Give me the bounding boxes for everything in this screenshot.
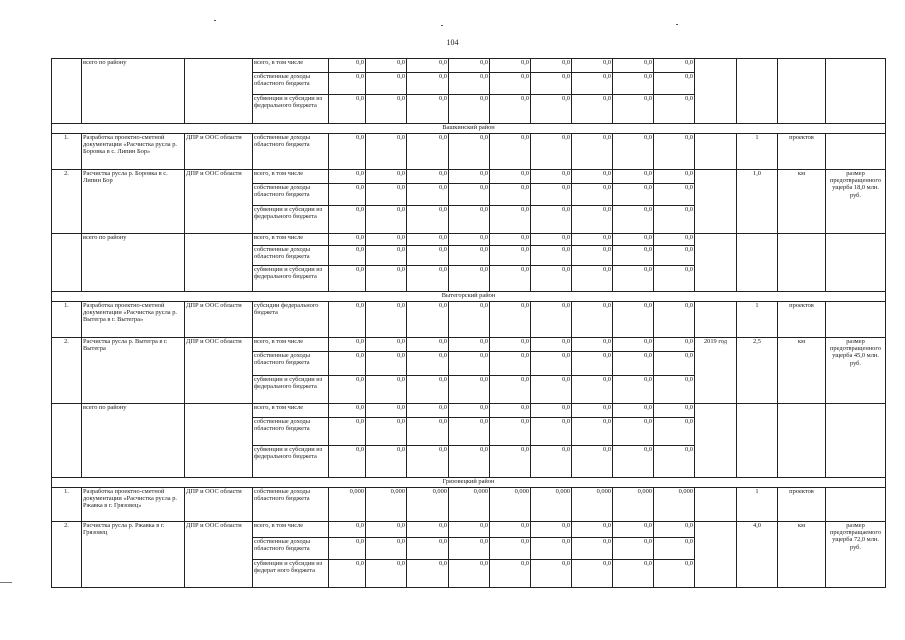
value-cell: 0,0 [654, 184, 695, 206]
value-cell: 0,0 [531, 376, 572, 404]
value-cell: 0,0 [449, 246, 490, 266]
period-cell [695, 170, 737, 234]
value-cell: 0,0 [531, 404, 572, 418]
value-cell: 0,0 [329, 446, 366, 478]
value-cell: 0,0 [613, 538, 654, 560]
value-cell: 0,0 [366, 73, 407, 95]
quantity-cell [737, 59, 778, 124]
organization-cell: ДПР и ООС области [185, 134, 253, 170]
index-cell [52, 59, 82, 124]
value-cell: 0,0 [572, 560, 613, 588]
value-cell: 0,0 [531, 338, 572, 352]
effect-cell [826, 134, 886, 170]
unit-cell [778, 404, 826, 478]
value-cell: 0,0 [490, 234, 531, 246]
value-cell: 0,0 [654, 134, 695, 170]
effect-cell: размер предотвращенного ущерба 18,0 млн. руб. [826, 170, 886, 234]
value-cell: 0,0 [407, 538, 449, 560]
scan-speck [214, 20, 216, 21]
quantity-cell: 1,0 [737, 170, 778, 234]
period-cell: 2019 год [695, 338, 737, 404]
value-cell: 0,0 [490, 95, 531, 124]
index-cell [52, 234, 82, 292]
value-cell: 0,0 [531, 206, 572, 234]
effect-cell [826, 59, 886, 124]
value-cell: 0,0 [366, 352, 407, 376]
value-cell: 0,0 [613, 418, 654, 446]
value-cell: 0,0 [329, 59, 366, 73]
budget-table [51, 58, 886, 588]
table-row [52, 170, 886, 184]
value-cell: 0,0 [613, 560, 654, 588]
value-cell: 0,000 [329, 488, 366, 522]
period-cell [695, 134, 737, 170]
value-cell: 0,0 [572, 134, 613, 170]
funding-source-cell: собственные доходы областного бюджета [253, 134, 329, 170]
unit-cell: км [778, 522, 826, 588]
value-cell: 0,0 [654, 266, 695, 292]
value-cell: 0,0 [613, 170, 654, 184]
value-cell: 0,0 [572, 352, 613, 376]
effect-cell: размер предотвращаемого ущерба 72,0 млн. руб. [826, 522, 886, 588]
value-cell: 0,0 [407, 234, 449, 246]
organization-cell [185, 234, 253, 292]
funding-source-cell: субвенции и субсидии из федерат ного бюджета [253, 560, 329, 588]
funding-source-cell: собственные доходы областного бюджета [253, 73, 329, 95]
value-cell: 0,0 [449, 538, 490, 560]
value-cell: 0,000 [490, 488, 531, 522]
quantity-cell: 1 [737, 302, 778, 338]
value-cell: 0,0 [613, 246, 654, 266]
value-cell: 0,0 [613, 404, 654, 418]
value-cell: 0,0 [407, 246, 449, 266]
value-cell: 0,0 [572, 206, 613, 234]
value-cell: 0,0 [366, 446, 407, 478]
value-cell: 0,0 [490, 302, 531, 338]
value-cell: 0,0 [407, 338, 449, 352]
value-cell: 0,0 [407, 302, 449, 338]
value-cell: 0,0 [572, 418, 613, 446]
organization-cell: ДПР и ООС области [185, 170, 253, 234]
organization-cell: ДПР и ООС области [185, 522, 253, 588]
value-cell: 0,0 [449, 352, 490, 376]
value-cell: 0,0 [572, 95, 613, 124]
value-cell: 0,0 [531, 352, 572, 376]
value-cell: 0,0 [329, 560, 366, 588]
value-cell: 0,0 [449, 73, 490, 95]
table-row [52, 522, 886, 538]
district-title: Вашкинский район [52, 124, 886, 134]
value-cell: 0,0 [613, 376, 654, 404]
table-row [52, 338, 886, 352]
value-cell: 0,0 [490, 206, 531, 234]
funding-source-cell: всего, в том числе [253, 338, 329, 352]
value-cell: 0,0 [613, 266, 654, 292]
value-cell: 0,0 [613, 338, 654, 352]
period-cell [695, 404, 737, 478]
value-cell: 0,0 [407, 73, 449, 95]
value-cell: 0,0 [329, 266, 366, 292]
value-cell: 0,0 [329, 376, 366, 404]
table-row [52, 488, 886, 522]
funding-source-cell: собственные доходы областного бюджета [253, 184, 329, 206]
value-cell: 0,0 [613, 234, 654, 246]
value-cell: 0,0 [654, 404, 695, 418]
value-cell: 0,0 [613, 184, 654, 206]
funding-source-cell: собственные доходы областного бюджета [253, 246, 329, 266]
table-row [52, 404, 886, 418]
value-cell: 0,0 [366, 266, 407, 292]
value-cell: 0,0 [449, 404, 490, 418]
district-title: Вытегорский район [52, 292, 886, 302]
funding-source-cell: всего, в том числе [253, 170, 329, 184]
value-cell: 0,0 [490, 246, 531, 266]
value-cell: 0,0 [654, 338, 695, 352]
value-cell: 0,0 [366, 376, 407, 404]
value-cell: 0,0 [613, 302, 654, 338]
funding-source-cell: субвенции и субсидии из федерального бюджета [253, 266, 329, 292]
value-cell: 0,0 [572, 170, 613, 184]
effect-cell [826, 488, 886, 522]
value-cell: 0,0 [329, 206, 366, 234]
value-cell: 0,0 [449, 522, 490, 538]
funding-source-cell: всего, в том числе [253, 404, 329, 418]
value-cell: 0,0 [329, 73, 366, 95]
value-cell: 0,0 [366, 538, 407, 560]
period-cell [695, 234, 737, 292]
value-cell: 0,0 [490, 59, 531, 73]
value-cell: 0,0 [449, 234, 490, 246]
value-cell: 0,0 [449, 266, 490, 292]
value-cell: 0,0 [654, 234, 695, 246]
value-cell: 0,0 [531, 538, 572, 560]
value-cell: 0,0 [366, 522, 407, 538]
value-cell: 0,0 [329, 134, 366, 170]
value-cell: 0,0 [407, 206, 449, 234]
value-cell: 0,0 [366, 338, 407, 352]
value-cell: 0,0 [490, 404, 531, 418]
district-header-row [52, 478, 886, 488]
value-cell: 0,0 [329, 352, 366, 376]
value-cell: 0,0 [407, 59, 449, 73]
project-name-cell: Расчистка русла р. Боровка в с. Липин Бор [82, 170, 185, 234]
organization-cell [185, 404, 253, 478]
value-cell: 0,000 [531, 488, 572, 522]
organization-cell: ДПР и ООС области [185, 488, 253, 522]
index-cell [52, 404, 82, 478]
value-cell: 0,0 [366, 560, 407, 588]
value-cell: 0,0 [572, 302, 613, 338]
value-cell: 0,0 [572, 59, 613, 73]
value-cell: 0,0 [654, 73, 695, 95]
effect-cell [826, 234, 886, 292]
value-cell: 0,0 [490, 266, 531, 292]
value-cell: 0,0 [572, 338, 613, 352]
value-cell: 0,0 [407, 170, 449, 184]
value-cell: 0,0 [531, 246, 572, 266]
funding-source-cell: субвенции и субсидии из федерального бюджета [253, 95, 329, 124]
index-cell: 2. [52, 170, 82, 234]
funding-source-cell: субвенции и субсидии из федерального бюджета [253, 376, 329, 404]
unit-cell: проектов [778, 488, 826, 522]
value-cell: 0,0 [407, 134, 449, 170]
value-cell: 0,0 [531, 234, 572, 246]
funding-source-cell: собственные доходы областного бюджета [253, 418, 329, 446]
unit-cell [778, 59, 826, 124]
value-cell: 0,0 [407, 522, 449, 538]
funding-source-cell: субвенции и субсидии из федерального бюджета [253, 206, 329, 234]
district-title: Грязовецкий район [52, 478, 886, 488]
unit-cell: проектов [778, 134, 826, 170]
period-cell [695, 488, 737, 522]
value-cell: 0,0 [490, 418, 531, 446]
value-cell: 0,0 [531, 418, 572, 446]
period-cell [695, 522, 737, 588]
value-cell: 0,0 [490, 446, 531, 478]
project-name-cell: Расчистка русла р. Ржавка в г. Грязовец [82, 522, 185, 588]
index-cell: 1. [52, 488, 82, 522]
value-cell: 0,0 [572, 538, 613, 560]
value-cell: 0,0 [531, 73, 572, 95]
value-cell: 0,0 [329, 338, 366, 352]
period-cell [695, 59, 737, 124]
district-header-row [52, 124, 886, 134]
value-cell: 0,0 [366, 59, 407, 73]
value-cell: 0,0 [329, 95, 366, 124]
value-cell: 0,0 [613, 73, 654, 95]
value-cell: 0,0 [407, 184, 449, 206]
value-cell: 0,0 [407, 560, 449, 588]
funding-source-cell: всего, в том числе [253, 234, 329, 246]
quantity-cell [737, 234, 778, 292]
funding-source-cell: субсидии федерального бюджета [253, 302, 329, 338]
value-cell: 0,0 [449, 302, 490, 338]
value-cell: 0,000 [407, 488, 449, 522]
unit-cell [778, 234, 826, 292]
value-cell: 0,000 [613, 488, 654, 522]
value-cell: 0,0 [654, 560, 695, 588]
value-cell: 0,0 [654, 95, 695, 124]
value-cell: 0,0 [407, 376, 449, 404]
value-cell: 0,0 [449, 59, 490, 73]
value-cell: 0,0 [366, 134, 407, 170]
value-cell: 0,0 [572, 404, 613, 418]
quantity-cell: 2,5 [737, 338, 778, 404]
index-cell: 1. [52, 302, 82, 338]
index-cell: 2. [52, 338, 82, 404]
value-cell: 0,0 [572, 246, 613, 266]
value-cell: 0,0 [449, 446, 490, 478]
value-cell: 0,0 [449, 418, 490, 446]
value-cell: 0,0 [407, 266, 449, 292]
value-cell: 0,0 [654, 59, 695, 73]
value-cell: 0,0 [329, 170, 366, 184]
value-cell: 0,0 [490, 560, 531, 588]
value-cell: 0,0 [654, 418, 695, 446]
value-cell: 0,0 [490, 134, 531, 170]
value-cell: 0,0 [572, 266, 613, 292]
quantity-cell: 1 [737, 134, 778, 170]
value-cell: 0,0 [366, 95, 407, 124]
value-cell: 0,0 [449, 95, 490, 124]
value-cell: 0,0 [366, 184, 407, 206]
value-cell: 0,0 [572, 184, 613, 206]
value-cell: 0,0 [449, 338, 490, 352]
value-cell: 0,0 [329, 302, 366, 338]
value-cell: 0,0 [449, 560, 490, 588]
value-cell: 0,0 [654, 446, 695, 478]
value-cell: 0,0 [654, 206, 695, 234]
value-cell: 0,0 [572, 73, 613, 95]
value-cell: 0,0 [654, 522, 695, 538]
effect-cell: размер предотвращенного ущерба 45,0 млн. руб. [826, 338, 886, 404]
value-cell: 0,000 [654, 488, 695, 522]
value-cell: 0,0 [329, 522, 366, 538]
district-header-row [52, 292, 886, 302]
value-cell: 0,0 [613, 134, 654, 170]
scan-speck [676, 24, 678, 25]
value-cell: 0,0 [366, 206, 407, 234]
value-cell: 0,0 [329, 246, 366, 266]
table-row [52, 234, 886, 246]
table-row [52, 302, 886, 338]
value-cell: 0,0 [531, 446, 572, 478]
value-cell: 0,0 [407, 446, 449, 478]
value-cell: 0,0 [572, 446, 613, 478]
value-cell: 0,0 [490, 522, 531, 538]
value-cell: 0,0 [407, 95, 449, 124]
value-cell: 0,0 [407, 352, 449, 376]
value-cell: 0,0 [366, 234, 407, 246]
value-cell: 0,0 [613, 446, 654, 478]
value-cell: 0,0 [407, 418, 449, 446]
value-cell: 0,0 [490, 538, 531, 560]
value-cell: 0,0 [449, 376, 490, 404]
value-cell: 0,0 [654, 352, 695, 376]
project-name-cell: Разработка проектно-сметной документации «Расчистка русла р. Вытегра в г. Вытегра» [82, 302, 185, 338]
value-cell: 0,0 [366, 246, 407, 266]
value-cell: 0,000 [366, 488, 407, 522]
project-name-cell: всего по району [82, 404, 185, 478]
funding-source-cell: всего, в том числе [253, 59, 329, 73]
project-name-cell: всего по району [82, 234, 185, 292]
value-cell: 0,0 [490, 184, 531, 206]
value-cell: 0,0 [366, 404, 407, 418]
value-cell: 0,0 [490, 170, 531, 184]
value-cell: 0,0 [654, 170, 695, 184]
value-cell: 0,0 [407, 404, 449, 418]
value-cell: 0,0 [613, 95, 654, 124]
effect-cell [826, 404, 886, 478]
unit-cell: проектов [778, 302, 826, 338]
table-row [52, 134, 886, 170]
unit-cell: км [778, 338, 826, 404]
scan-speck [441, 25, 443, 26]
value-cell: 0,0 [572, 522, 613, 538]
funding-source-cell: субвенции и субсидии из федерального бюджета [253, 446, 329, 478]
organization-cell: ДПР и ООС области [185, 338, 253, 404]
value-cell: 0,0 [531, 302, 572, 338]
value-cell: 0,0 [613, 59, 654, 73]
value-cell: 0,0 [329, 404, 366, 418]
index-cell: 1. [52, 134, 82, 170]
project-name-cell: Разработка проектно-сметной документации «Расчистка русла р. Ржавка в г. Грязовец» [82, 488, 185, 522]
value-cell: 0,0 [449, 184, 490, 206]
value-cell: 0,0 [366, 302, 407, 338]
value-cell: 0,0 [490, 338, 531, 352]
value-cell: 0,0 [613, 206, 654, 234]
value-cell: 0,0 [613, 352, 654, 376]
value-cell: 0,0 [449, 170, 490, 184]
funding-source-cell: собственные доходы областного бюджета [253, 352, 329, 376]
value-cell: 0,0 [654, 302, 695, 338]
value-cell: 0,0 [531, 170, 572, 184]
value-cell: 0,0 [654, 538, 695, 560]
funding-source-cell: всего, в том числе [253, 522, 329, 538]
value-cell: 0,0 [531, 59, 572, 73]
organization-cell: ДПР и ООС области [185, 302, 253, 338]
value-cell: 0,0 [613, 522, 654, 538]
value-cell: 0,0 [490, 352, 531, 376]
organization-cell [185, 59, 253, 124]
value-cell: 0,0 [654, 376, 695, 404]
value-cell: 0,0 [366, 418, 407, 446]
value-cell: 0,0 [329, 234, 366, 246]
project-name-cell: Расчистка русла р. Вытегра в г. Вытегра [82, 338, 185, 404]
value-cell: 0,0 [531, 560, 572, 588]
value-cell: 0,0 [329, 538, 366, 560]
page-number: 104 [446, 38, 459, 47]
unit-cell: км [778, 170, 826, 234]
funding-source-cell: собственные доходы областного бюджета [253, 538, 329, 560]
value-cell: 0,0 [490, 73, 531, 95]
table-row [52, 59, 886, 73]
project-name-cell: всего по району [82, 59, 185, 124]
value-cell: 0,0 [531, 522, 572, 538]
value-cell: 0,0 [366, 170, 407, 184]
value-cell: 0,0 [490, 376, 531, 404]
scan-edge-mark [0, 582, 12, 583]
quantity-cell: 1 [737, 488, 778, 522]
value-cell: 0,0 [329, 184, 366, 206]
value-cell: 0,0 [531, 266, 572, 292]
value-cell: 0,0 [572, 234, 613, 246]
value-cell: 0,0 [531, 95, 572, 124]
value-cell: 0,000 [572, 488, 613, 522]
value-cell: 0,0 [329, 418, 366, 446]
project-name-cell: Разработка проектно-сметной документации «Расчистка русла р. Боровка в с. Липин Бор» [82, 134, 185, 170]
funding-source-cell: собственные доходы областного бюджета [253, 488, 329, 522]
value-cell: 0,0 [449, 206, 490, 234]
index-cell: 2. [52, 522, 82, 588]
value-cell: 0,0 [572, 376, 613, 404]
value-cell: 0,0 [449, 134, 490, 170]
quantity-cell: 4,0 [737, 522, 778, 588]
value-cell: 0,000 [449, 488, 490, 522]
value-cell: 0,0 [531, 134, 572, 170]
value-cell: 0,0 [654, 246, 695, 266]
effect-cell [826, 302, 886, 338]
period-cell [695, 302, 737, 338]
quantity-cell [737, 404, 778, 478]
value-cell: 0,0 [531, 184, 572, 206]
